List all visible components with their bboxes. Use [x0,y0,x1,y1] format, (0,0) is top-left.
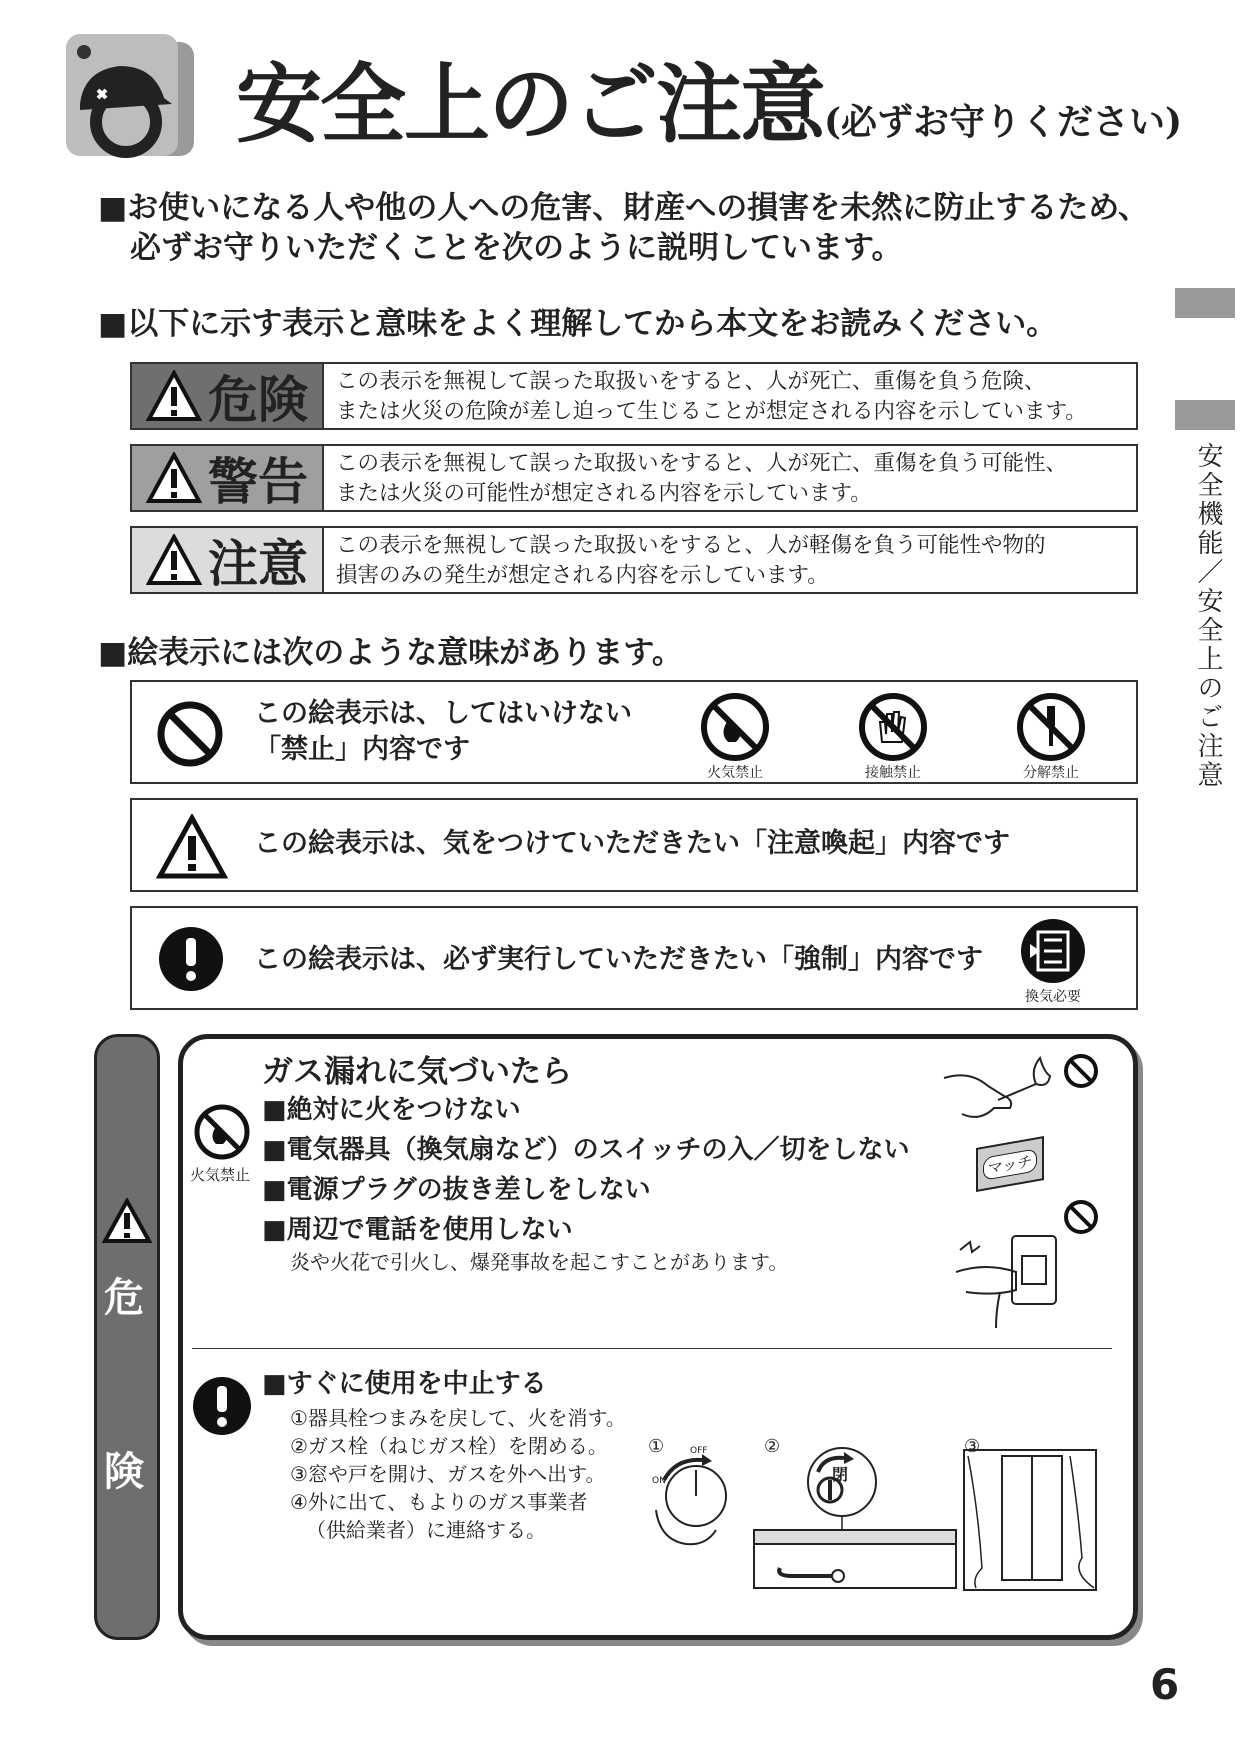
side-section-label: 安全機能／安全上のご注意 [1193,442,1223,790]
level-danger-line1: この表示を無視して誤った取扱いをすると、人が死亡、重傷を負う危険、 [336,369,1046,394]
danger-note: 炎や火花で引火し、爆発事故を起こすことがあります。 [290,1250,789,1274]
caution-box [130,798,1138,892]
level-danger [130,362,1138,430]
level-danger-line2: または火災の危険が差し迫って生じることが想定される内容を示しています。 [336,399,1087,424]
page-number: 6 [1150,1660,1180,1709]
level-danger-desc [324,364,1136,428]
intro-text-1: お使いになる人や他の人への危害、財産への損害を未然に防止するため、 [127,190,1150,226]
level-caution-label [132,528,324,592]
caution-triangle-icon [156,814,228,880]
danger-item-2 [262,1130,910,1170]
level-warning-desc [324,446,1136,510]
step-4: ④外に出て、もよりのガス事業者 [290,1490,588,1514]
match-label: マッチ [983,1148,1037,1181]
pictogram-heading [98,631,683,675]
level-caution-name: 注意 [208,535,308,593]
danger-side-label-1: 危 [104,1275,144,1321]
no-fire-icon [194,1104,250,1160]
title-text: 安全上のご注意 [236,54,824,155]
no-disassemble-icon [1016,692,1086,762]
ventilation-caption: 換気必要 [1025,989,1081,1005]
knob-off-label: OFF [690,1446,708,1456]
intro-line-1 [98,186,1149,230]
level-caution-line2: 損害のみの発生が想定される内容を示しています。 [336,563,829,588]
warning-triangle-icon [146,534,202,586]
level-warning-line2: または火災の可能性が想定される内容を示しています。 [336,481,872,506]
plug-illustration [956,1200,1066,1330]
no-fire-icon [700,692,770,762]
danger-item-1-text: 絶対に火をつけない [286,1095,521,1125]
helmet-icon [62,30,202,170]
intro-text-3: 以下に示す表示と意味をよく理解してから本文をお読みください。 [127,306,1058,342]
prohibit-text [254,696,632,768]
danger-side-label-2: 険 [104,1449,144,1495]
mandatory-text: この絵表示は、必ず実行していただきたい「強制」内容です [254,944,983,975]
step-4-cont: （供給業者）に連絡する。 [306,1518,546,1542]
title-note: (必ずお守りください) [824,101,1183,143]
mandatory-icon [192,1376,252,1436]
danger-item-4 [262,1210,573,1250]
stop-heading-text: すぐに使用を中止する [286,1369,547,1399]
level-warning [130,444,1138,512]
section-divider [192,1348,1112,1349]
warning-triangle-icon [102,1198,152,1244]
level-warning-name: 警告 [208,453,308,511]
no-fire-caption: 火気禁止 [190,1166,251,1184]
level-danger-label [132,364,324,428]
mandatory-box [130,906,1138,1010]
side-tab-1 [1175,288,1235,318]
gas-valve-illustration [752,1442,958,1590]
danger-side-triangle [102,1198,152,1248]
level-caution [130,526,1138,594]
valve-label: 閉 [832,1465,849,1484]
fig-3-label: ③ [964,1436,981,1457]
no-touch-icon [858,692,928,762]
no-fire-caption: 火気禁止 [707,765,763,781]
prohibit-text-2: 「禁止」内容です [254,734,470,765]
danger-item-3 [262,1170,651,1210]
knob-illustration [646,1450,740,1550]
danger-sidebar [94,1034,160,1640]
level-caution-line1: この表示を無視して誤った取扱いをすると、人が軽傷を負う可能性や物的 [336,533,1046,558]
intro-line-2 [130,226,903,270]
fig-1-label: ① [648,1436,665,1457]
no-touch-caption: 接触禁止 [865,765,921,781]
danger-item-3-text: 電源プラグの抜き差しをしない [286,1175,651,1205]
pictogram-heading-text: 絵表示には次のような意味があります。 [127,635,683,671]
level-danger-name: 危険 [208,371,308,429]
mandatory-icon [158,926,224,992]
step-2: ②ガス栓（ねじガス栓）を閉める。 [290,1434,608,1458]
open-window-illustration [962,1448,1104,1596]
prohibit-icon [156,700,224,768]
side-tab-2 [1175,400,1235,430]
level-warning-line1: この表示を無視して誤った取扱いをすると、人が死亡、重傷を負う可能性、 [336,451,1068,476]
warning-triangle-icon [146,370,202,422]
intro-text-2: 必ずお守りいただくことを次のように説明しています。 [130,230,903,266]
prohibit-text-1: この絵表示は、してはいけない [254,698,632,729]
warning-triangle-icon [146,452,202,504]
stop-heading [262,1364,547,1404]
step-3: ③窓や戸を開け、ガスを外へ出す。 [290,1462,606,1486]
knob-on-label: ON [652,1476,666,1486]
danger-item-4-text: 周辺で電話を使用しない [286,1215,573,1245]
level-warning-label [132,446,324,510]
danger-heading: ガス漏れに気づいたら [262,1054,572,1090]
fig-2-label: ② [764,1436,781,1457]
prohibit-icon [1062,1052,1100,1090]
danger-item-2-text: 電気器具（換気扇など）のスイッチの入／切をしない [286,1135,910,1165]
ventilation-icon [1020,918,1086,984]
danger-item-1 [262,1090,521,1130]
level-caution-desc [324,528,1136,592]
no-disassemble-caption: 分解禁止 [1023,765,1079,781]
caution-text: この絵表示は、気をつけていただきたい「注意喚起」内容です [254,828,1010,859]
prohibit-box [130,680,1138,784]
header-icon [62,30,202,170]
step-1: ①器具栓つまみを戻して、火を消す。 [290,1406,626,1430]
page-title [236,54,1183,155]
prohibit-icon [1062,1198,1100,1236]
intro-line-3 [98,302,1057,346]
